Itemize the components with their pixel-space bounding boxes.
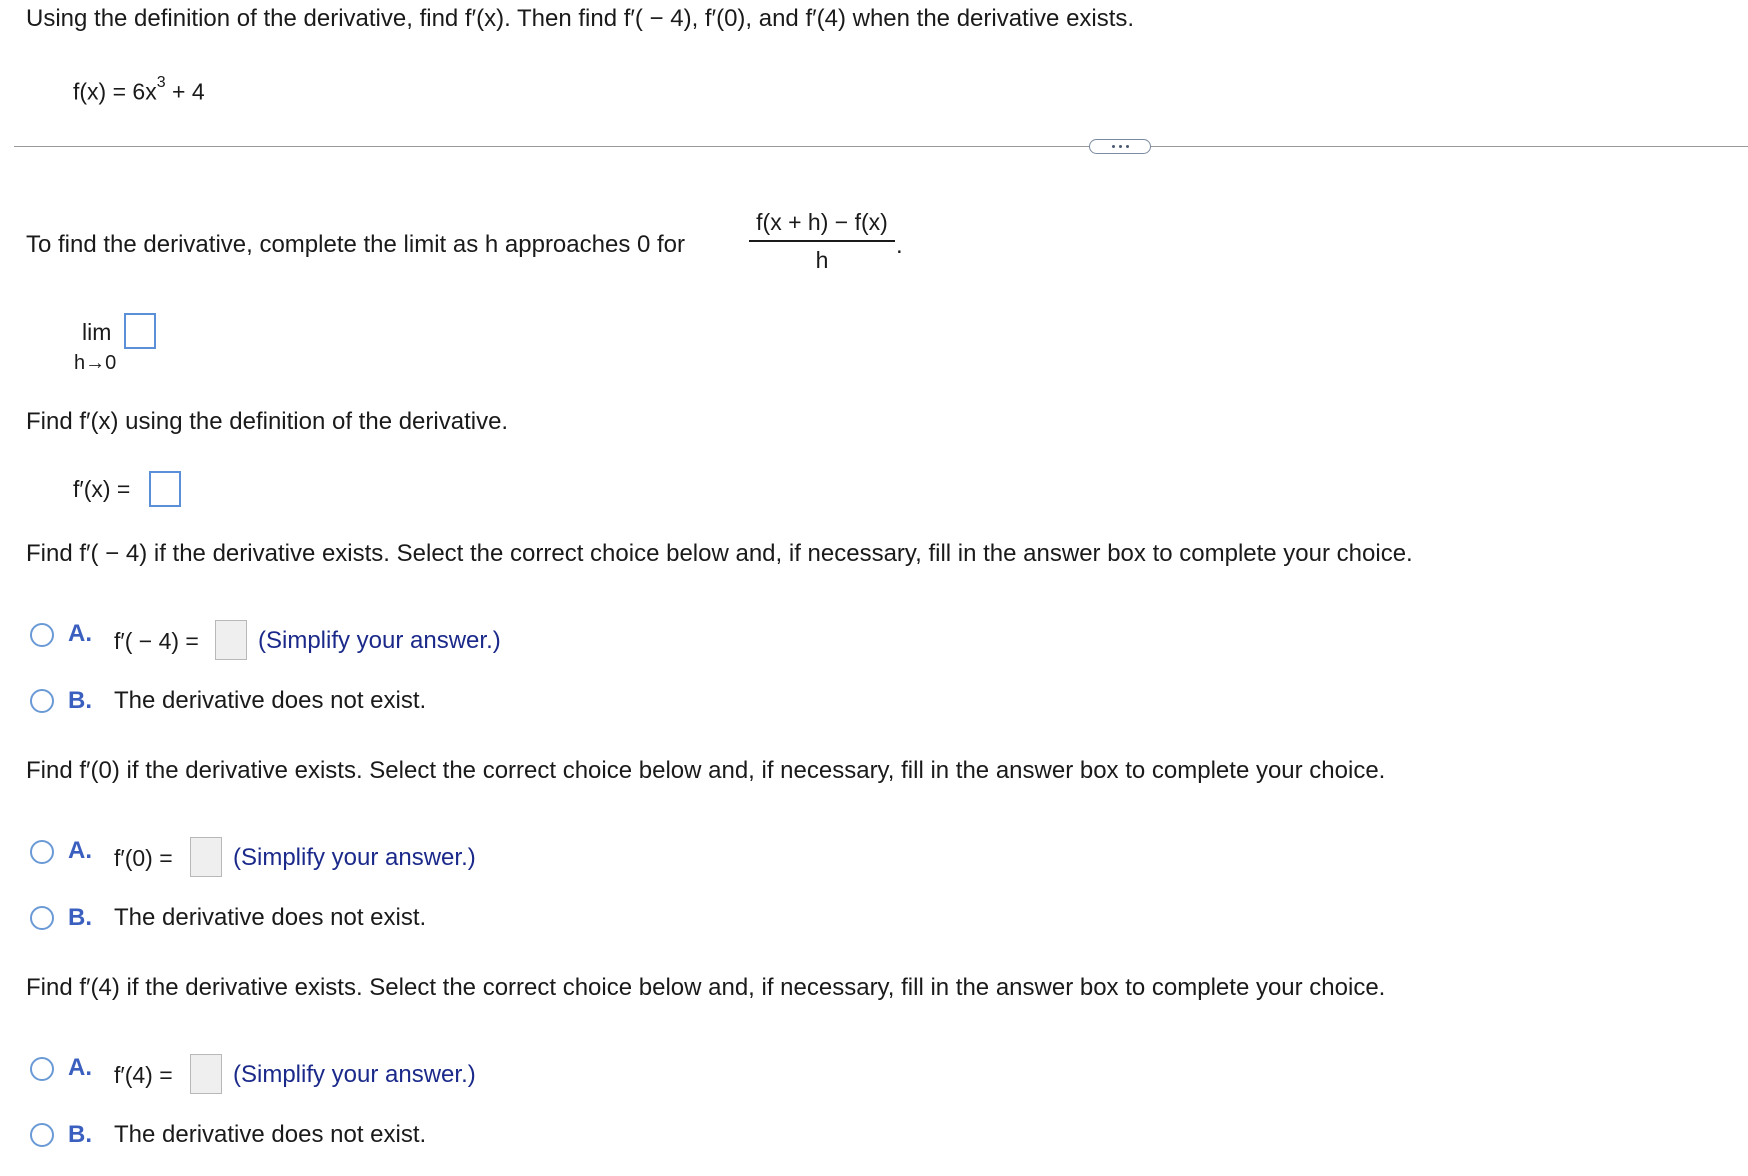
- part4-option-b-radio[interactable]: [30, 906, 54, 930]
- part2-instructions: Find f′(x) using the definition of the derivative.: [26, 408, 509, 435]
- part4-option-a-letter: A.: [68, 837, 92, 864]
- part1-period: .: [896, 232, 903, 259]
- part4-option-a-label: f′(0) =: [114, 845, 173, 871]
- function-exponent: 3: [156, 74, 166, 91]
- part3-option-a-label: f′( − 4) =: [114, 628, 199, 654]
- part3-option-b-text: The derivative does not exist.: [114, 687, 427, 714]
- part5-answer-input[interactable]: [190, 1054, 222, 1094]
- part1-instructions: To find the derivative, complete the limit as h approaches 0 for: [26, 231, 686, 258]
- part5-option-a-label: f′(4) =: [114, 1062, 173, 1088]
- part3-option-a-letter: A.: [68, 620, 92, 647]
- function-definition: [73, 73, 205, 106]
- part4-option-b-letter: B.: [68, 904, 92, 931]
- derivative-label: f′(x) =: [73, 476, 131, 502]
- fraction-denominator: h: [815, 247, 829, 273]
- part5-option-b-letter: B.: [68, 1121, 92, 1148]
- ellipsis-icon: [1112, 145, 1115, 148]
- part4-option-a-radio[interactable]: [30, 840, 54, 864]
- function-rhs: + 4: [165, 78, 205, 105]
- ellipsis-icon: [1119, 145, 1122, 148]
- part3-instructions: Find f′( − 4) if the derivative exists. Select the correct choice below and, if necessary, fill in the answer box to complete your choice.: [26, 540, 1413, 567]
- part3-option-a-radio[interactable]: [30, 623, 54, 647]
- part3-option-b-letter: B.: [68, 687, 92, 714]
- limit-answer-input[interactable]: [124, 313, 156, 349]
- fraction-numerator: f(x + h) − f(x): [756, 209, 888, 235]
- ellipsis-icon: [1126, 145, 1129, 148]
- difference-quotient: [749, 208, 895, 274]
- limit-label: lim: [82, 319, 112, 345]
- limit-subscript: h→0: [74, 352, 117, 374]
- question-prompt: Using the definition of the derivative, find f′(x). Then find f′( − 4), f′(0), and f′(4) when the derivative exists.: [26, 5, 1135, 32]
- fraction-bar: [749, 240, 895, 242]
- part4-option-b-text: The derivative does not exist.: [114, 904, 427, 931]
- function-lhs: f(x) = 6x: [73, 78, 157, 105]
- part3-simplify-hint: (Simplify your answer.): [258, 627, 501, 654]
- part4-instructions: Find f′(0) if the derivative exists. Select the correct choice below and, if necessary, fill in the answer box to complete your choice.: [26, 757, 1386, 784]
- part5-option-b-text: The derivative does not exist.: [114, 1121, 427, 1148]
- part5-instructions: Find f′(4) if the derivative exists. Select the correct choice below and, if necessary, fill in the answer box to complete your choice.: [26, 974, 1386, 1001]
- part5-option-a-letter: A.: [68, 1054, 92, 1081]
- show-more-button[interactable]: [1089, 139, 1151, 154]
- part5-option-a-radio[interactable]: [30, 1057, 54, 1081]
- part5-option-b-radio[interactable]: [30, 1123, 54, 1147]
- part5-simplify-hint: (Simplify your answer.): [233, 1061, 476, 1088]
- part3-option-b-radio[interactable]: [30, 689, 54, 713]
- derivative-answer-input[interactable]: [149, 471, 181, 507]
- part4-answer-input[interactable]: [190, 837, 222, 877]
- part3-answer-input[interactable]: [215, 620, 247, 660]
- section-divider: [14, 146, 1748, 147]
- part4-simplify-hint: (Simplify your answer.): [233, 844, 476, 871]
